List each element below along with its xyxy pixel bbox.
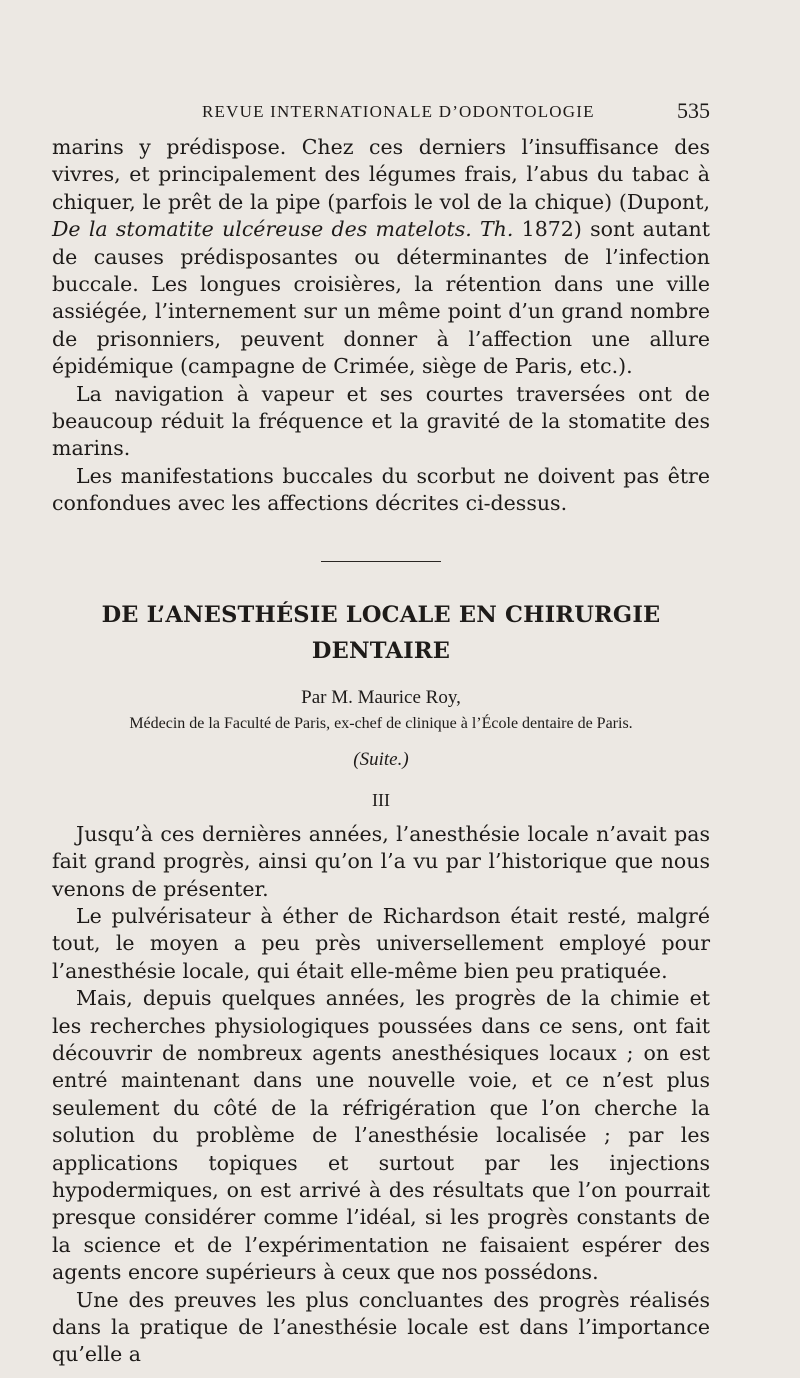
suite-italic: (Suite.) bbox=[353, 748, 409, 770]
article-paragraph-2: Le pulvérisateur à éther de Richardson était resté, malgré tout, le moyen a peu près universellement employé pour l’anesthésie locale, qui était elle-même bien peu pratiquée. bbox=[52, 903, 710, 983]
continued-paragraph-1 bbox=[52, 134, 710, 381]
section-number: III bbox=[372, 789, 390, 810]
running-header bbox=[52, 98, 710, 134]
continued-paragraph-2: La navigation à vapeur et ses courtes traversées ont de beaucoup réduit la fréquence et la gravité de la stomatite des marins. bbox=[52, 381, 710, 461]
document-page bbox=[52, 98, 710, 1369]
section-divider bbox=[321, 561, 441, 562]
article-title: DE L’ANESTHÉSIE LOCALE EN CHIRURGIE DENTAIRE bbox=[101, 601, 661, 664]
article-author: Par M. Maurice Roy, bbox=[301, 686, 461, 708]
article-paragraph-4: Une des preuves les plus concluantes des progrès réalisés dans la pratique de l’anesthésie locale est dans l’importance qu’elle a bbox=[52, 1287, 710, 1367]
paragraph-text: marins y prédispose. Chez ces derniers l’insuffisance des vivres, et principalement des légumes frais, l’abus du tabac à chiquer, le prêt de la pipe (parfois le vol de la chique) (Dupont, bbox=[52, 135, 710, 214]
page-number: 535 bbox=[677, 98, 710, 123]
continued-paragraph-3: Les manifestations buccales du scorbut ne doivent pas être confondues avec les affections décrites ci-dessus. bbox=[52, 463, 710, 516]
citation-italic: De la stomatite ulcéreuse des matelots. Th. bbox=[52, 217, 514, 242]
running-title: REVUE INTERNATIONALE D’ODONTOLOGIE bbox=[202, 102, 595, 121]
continuation-note bbox=[52, 749, 710, 771]
paragraph-text: 1872) sont autant de causes prédisposantes ou déterminantes de l’infection buccale. Les longues croisières, la rétention dans une ville assiégée, l’internement sur un même point d’un grand nombre de prisonniers, peuvent donner à l’affection une allure épidémique (campagne de Crimée, siège de Paris, etc.). bbox=[52, 217, 710, 379]
author-affiliation: Médecin de la Faculté de Paris, ex-chef de clinique à l’École dentaire de Paris. bbox=[129, 714, 633, 732]
article-paragraph-3: Mais, depuis quelques années, les progrès de la chimie et les recherches physiologiques poussées dans ce sens, ont fait découvrir de nombreux agents anesthésiques locaux ; on est entré maintenant dans une nouvelle voie, et ce n’est plus seulement du côté de la réfrigération que l’on cherche la solution du problème de l’anesthésie localisée ; par les applications topiques et surtout par les injections hypodermiques, on est arrivé à des résultats que l’on pourrait presque considérer comme l’idéal, si les progrès constants de la science et de l’expérimentation ne faisaient espérer des agents encore supérieurs à ceux que nos possédons. bbox=[52, 986, 710, 1285]
article-paragraph-1: Jusqu’à ces dernières années, l’anesthésie locale n’avait pas fait grand progrès, ainsi qu’on l’a vu par l’historique que nous venons de présenter. bbox=[52, 821, 710, 901]
